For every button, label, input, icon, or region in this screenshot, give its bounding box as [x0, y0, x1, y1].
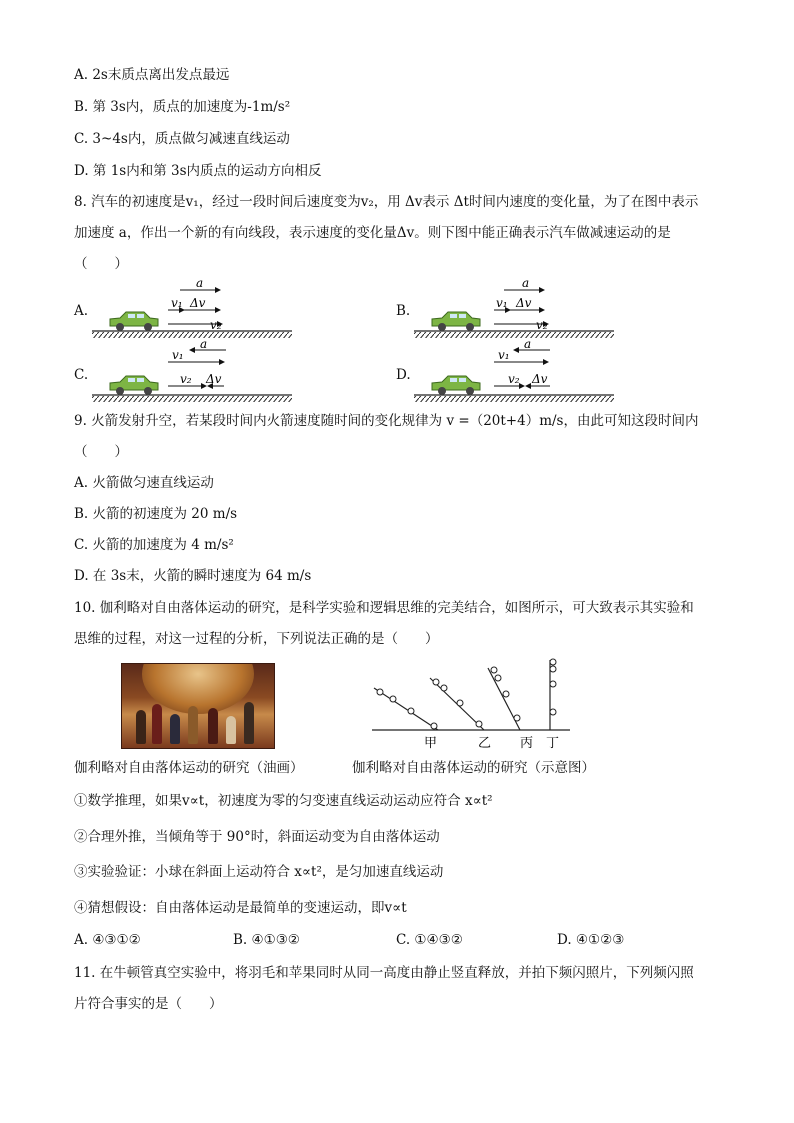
q9-option-d: D. 在 3s末，火箭的瞬时速度为 64 m/s	[74, 568, 312, 584]
label-v1: v₁	[498, 348, 510, 362]
label-a: a	[524, 338, 532, 351]
car-icon	[110, 312, 158, 331]
q7-option-a: A. 2s末质点离出发点最远	[74, 67, 230, 83]
label-a: a	[200, 338, 208, 351]
q10-stem-line2: 思维的过程，对这一过程的分析，下列说法正确的是（ ）	[74, 631, 439, 647]
q10-item-2: ②合理外推，当倾角等于 90°时，斜面运动变为自由落体运动	[74, 829, 440, 845]
label-bing: 丙	[520, 736, 534, 751]
q7-option-d: D. 第 1s内和第 3s内质点的运动方向相反	[74, 163, 322, 179]
q9-stem-line1: 9. 火箭发射升空，若某段时间内火箭速度随时间的变化规律为 v =（20t+4）m/s，由此可知这段时间内	[74, 413, 699, 429]
label-v2: v₂	[210, 318, 222, 332]
q10-item-4: ④猜想假设：自由落体运动是最简单的变速运动，即v∝t	[74, 900, 407, 916]
label-yi: 乙	[478, 736, 492, 751]
label-v2: v₂	[508, 372, 520, 386]
q8-option-d-label: D.	[396, 367, 411, 383]
label-v2: v₂	[180, 372, 192, 386]
q8-figure-d	[414, 338, 614, 404]
label-v2: v₂	[536, 318, 548, 332]
label-dv: Δv	[532, 372, 548, 386]
q8-figure-c	[92, 338, 292, 404]
q8-paren: （ ）	[74, 256, 128, 272]
q8-figure-b	[414, 274, 614, 340]
q8-option-b-label: B.	[396, 303, 411, 319]
q9-option-b: B. 火箭的初速度为 20 m/s	[74, 506, 238, 522]
caption-oil-painting: 伽利略对自由落体运动的研究（油画）	[74, 760, 304, 776]
q11-stem-line2: 片符合事实的是（ ）	[74, 996, 223, 1012]
q10-option-b: B. ④①③②	[233, 932, 300, 948]
q7-option-b: B. 第 3s内，质点的加速度为-1m/s²	[74, 99, 291, 115]
label-dv: Δv	[190, 296, 206, 310]
galileo-oil-painting	[121, 663, 275, 749]
q8-option-a-label: A.	[74, 303, 89, 319]
car-icon	[432, 312, 480, 331]
q8-figure-a	[92, 274, 292, 340]
label-v1: v₁	[496, 296, 508, 310]
q10-item-3: ③实验验证：小球在斜面上运动符合 x∝t²，是匀加速直线运动	[74, 864, 444, 880]
label-dv: Δv	[516, 296, 532, 310]
label-v1: v₁	[171, 296, 183, 310]
q8-stem-line1: 8. 汽车的初速度是v₁，经过一段时间后速度变为v₂，用 Δv表示 Δt时间内速度的变化量，为了在图中表示	[74, 194, 699, 210]
caption-diagram: 伽利略对自由落体运动的研究（示意图）	[352, 760, 595, 776]
label-a: a	[522, 276, 530, 290]
q10-option-c: C. ①④③②	[396, 932, 463, 948]
car-icon	[432, 376, 480, 395]
label-v1: v₁	[172, 348, 184, 362]
q9-option-a: A. 火箭做匀速直线运动	[74, 475, 214, 491]
q8-option-c-label: C.	[74, 367, 89, 383]
q7-option-c: C. 3~4s内，质点做匀减速直线运动	[74, 131, 290, 147]
q10-stem-line1: 10. 伽利略对自由落体运动的研究，是科学实验和逻辑思维的完美结合，如图所示，可大致表示其实验和	[74, 600, 694, 616]
label-a: a	[196, 276, 204, 290]
label-ding: 丁	[546, 736, 560, 751]
car-icon	[110, 376, 158, 395]
label-dv: Δv	[206, 372, 222, 386]
label-jia: 甲	[424, 736, 438, 751]
q9-option-c: C. 火箭的加速度为 4 m/s²	[74, 537, 234, 553]
q8-stem-line2: 加速度 a，作出一个新的有向线段，表示速度的变化量Δv。则下图中能正确表示汽车做减速运动的是	[74, 225, 671, 241]
q10-option-d: D. ④①②③	[557, 932, 625, 948]
q9-paren: （ ）	[74, 444, 128, 460]
q10-option-a: A. ④③①②	[74, 932, 141, 948]
incline-diagram	[360, 656, 580, 752]
q11-stem-line1: 11. 在牛顿管真空实验中，将羽毛和苹果同时从同一高度由静止竖直释放，并拍下频闪照片，下列频闪照	[74, 965, 694, 981]
q10-item-1: ①数学推理，如果v∝t，初速度为零的匀变速直线运动运动应符合 x∝t²	[74, 793, 493, 809]
